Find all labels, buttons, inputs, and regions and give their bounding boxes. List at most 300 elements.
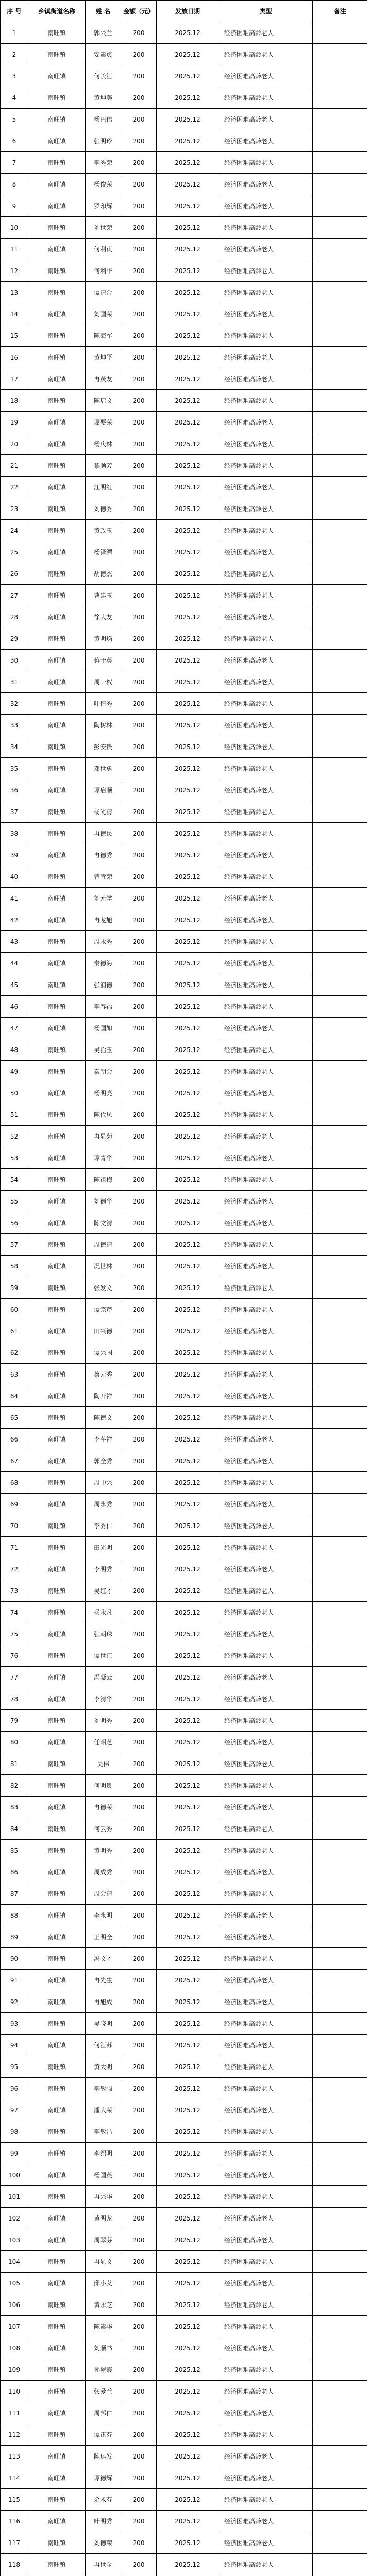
table-row <box>1 1494 367 1515</box>
cell-remark <box>313 2446 367 2467</box>
cell-type: 经济困难高龄老人 <box>219 2489 313 2511</box>
cell-town: 南旺镇 <box>28 1256 86 1277</box>
cell-amount: 200 <box>121 1948 157 1970</box>
cell-index: 65 <box>1 1407 28 1429</box>
table-row <box>1 1797 367 1818</box>
cell-type: 经济困难高龄老人 <box>219 1905 313 1926</box>
cell-date: 2025.12 <box>157 1299 219 1320</box>
column-header-town: 乡镇街道名称 <box>28 1 86 22</box>
cell-name: 张发文 <box>86 1277 121 1299</box>
cell-name: 冉德民 <box>86 823 121 844</box>
table-row <box>1 2532 367 2554</box>
cell-type: 经济困难高龄老人 <box>219 1883 313 1905</box>
cell-type: 经济困难高龄老人 <box>219 303 313 325</box>
cell-index: 109 <box>1 2359 28 2381</box>
cell-name: 杨巴伟 <box>86 109 121 130</box>
table-row <box>1 1861 367 1883</box>
cell-amount: 200 <box>121 498 157 520</box>
cell-amount: 200 <box>121 22 157 44</box>
cell-name: 杨泽潭 <box>86 541 121 563</box>
cell-remark <box>313 715 367 736</box>
cell-date: 2025.12 <box>157 44 219 65</box>
table-row <box>1 368 367 390</box>
table-row <box>1 412 367 433</box>
cell-town: 南旺镇 <box>28 2013 86 2035</box>
cell-town: 南旺镇 <box>28 1710 86 1732</box>
cell-type: 经济困难高龄老人 <box>219 801 313 823</box>
cell-remark <box>313 2229 367 2251</box>
table-row <box>1 2337 367 2359</box>
table-row <box>1 671 367 693</box>
cell-remark <box>313 2164 367 2186</box>
cell-index: 11 <box>1 239 28 260</box>
cell-name: 谭启顺 <box>86 779 121 801</box>
cell-name: 刘德荣 <box>86 2532 121 2554</box>
cell-amount: 200 <box>121 2164 157 2186</box>
cell-date: 2025.12 <box>157 2511 219 2532</box>
table-row <box>1 2251 367 2273</box>
cell-date: 2025.12 <box>157 2208 219 2229</box>
cell-remark <box>313 412 367 433</box>
cell-name: 刘国荣 <box>86 303 121 325</box>
table-row <box>1 1256 367 1277</box>
cell-type: 经济困难高龄老人 <box>219 650 313 671</box>
cell-type: 经济困难高龄老人 <box>219 87 313 109</box>
cell-amount: 200 <box>121 2424 157 2446</box>
cell-amount: 200 <box>121 1169 157 1191</box>
table-row <box>1 217 367 239</box>
cell-type: 经济困难高龄老人 <box>219 1797 313 1818</box>
cell-remark <box>313 1970 367 1991</box>
cell-amount: 200 <box>121 1342 157 1364</box>
cell-index: 106 <box>1 2294 28 2316</box>
cell-town: 南旺镇 <box>28 2251 86 2273</box>
cell-index: 104 <box>1 2251 28 2273</box>
table-row <box>1 1299 367 1320</box>
cell-amount: 200 <box>121 65 157 87</box>
table-row <box>1 1732 367 1753</box>
cell-amount: 200 <box>121 736 157 758</box>
cell-town: 南旺镇 <box>28 2402 86 2424</box>
cell-type: 经济困难高龄老人 <box>219 1082 313 1104</box>
cell-remark <box>313 520 367 541</box>
cell-index: 73 <box>1 1580 28 1602</box>
table-row <box>1 1515 367 1537</box>
cell-town: 南旺镇 <box>28 1169 86 1191</box>
cell-remark <box>313 2359 367 2381</box>
cell-town: 南旺镇 <box>28 1450 86 1472</box>
cell-town: 南旺镇 <box>28 174 86 195</box>
cell-name: 杨国英 <box>86 2164 121 2186</box>
cell-remark <box>313 433 367 455</box>
cell-remark <box>313 844 367 866</box>
cell-remark <box>313 2013 367 2035</box>
cell-amount: 200 <box>121 1018 157 1039</box>
cell-amount: 200 <box>121 541 157 563</box>
cell-type: 经济困难高龄老人 <box>219 715 313 736</box>
cell-amount: 200 <box>121 1840 157 1861</box>
cell-town: 南旺镇 <box>28 2337 86 2359</box>
cell-name: 黄坤平 <box>86 347 121 368</box>
cell-town: 南旺镇 <box>28 2381 86 2402</box>
cell-type: 经济困难高龄老人 <box>219 1861 313 1883</box>
cell-index: 6 <box>1 130 28 152</box>
cell-index: 9 <box>1 195 28 217</box>
cell-name: 刘世荣 <box>86 217 121 239</box>
cell-date: 2025.12 <box>157 368 219 390</box>
cell-type: 经济困难高龄老人 <box>219 931 313 953</box>
cell-index: 3 <box>1 65 28 87</box>
table-row <box>1 2208 367 2229</box>
cell-remark <box>313 87 367 109</box>
cell-date: 2025.12 <box>157 2186 219 2208</box>
cell-remark <box>313 953 367 974</box>
cell-remark <box>313 2554 367 2575</box>
cell-town: 南旺镇 <box>28 715 86 736</box>
cell-date: 2025.12 <box>157 2229 219 2251</box>
cell-index: 94 <box>1 2035 28 2056</box>
table-row <box>1 455 367 477</box>
cell-amount: 200 <box>121 1926 157 1948</box>
cell-amount: 200 <box>121 130 157 152</box>
cell-name: 孙翠霞 <box>86 2359 121 2381</box>
cell-amount: 200 <box>121 1537 157 1558</box>
cell-town: 南旺镇 <box>28 563 86 585</box>
cell-town: 南旺镇 <box>28 1039 86 1061</box>
table-row <box>1 866 367 888</box>
cell-town: 南旺镇 <box>28 1299 86 1320</box>
cell-remark <box>313 974 367 996</box>
cell-date: 2025.12 <box>157 1883 219 1905</box>
cell-amount: 200 <box>121 2143 157 2164</box>
cell-town: 南旺镇 <box>28 779 86 801</box>
cell-amount: 200 <box>121 2013 157 2035</box>
cell-town: 南旺镇 <box>28 974 86 996</box>
cell-remark <box>313 1494 367 1515</box>
cell-index: 63 <box>1 1364 28 1385</box>
cell-index: 66 <box>1 1429 28 1450</box>
cell-date: 2025.12 <box>157 1234 219 1256</box>
cell-date: 2025.12 <box>157 2294 219 2316</box>
cell-remark <box>313 541 367 563</box>
cell-remark <box>313 2056 367 2078</box>
cell-type: 经济困难高龄老人 <box>219 2229 313 2251</box>
table-row <box>1 1147 367 1169</box>
cell-name: 冯凝云 <box>86 1667 121 1688</box>
cell-remark <box>313 174 367 195</box>
cell-amount: 200 <box>121 801 157 823</box>
cell-type: 经济困难高龄老人 <box>219 909 313 931</box>
cell-name: 杨明亮 <box>86 1082 121 1104</box>
cell-date: 2025.12 <box>157 2316 219 2337</box>
cell-amount: 200 <box>121 1082 157 1104</box>
cell-type: 经济困难高龄老人 <box>219 888 313 909</box>
cell-town: 南旺镇 <box>28 1775 86 1797</box>
cell-remark <box>313 1385 367 1407</box>
cell-remark <box>313 823 367 844</box>
cell-name: 杨国如 <box>86 1018 121 1039</box>
cell-date: 2025.12 <box>157 65 219 87</box>
cell-remark <box>313 1039 367 1061</box>
cell-remark <box>313 152 367 174</box>
table-row <box>1 909 367 931</box>
cell-index: 96 <box>1 2078 28 2099</box>
cell-date: 2025.12 <box>157 1732 219 1753</box>
cell-name: 黄明秀 <box>86 1840 121 1861</box>
cell-amount: 200 <box>121 1645 157 1667</box>
cell-remark <box>313 1926 367 1948</box>
table-row <box>1 1472 367 1494</box>
cell-date: 2025.12 <box>157 953 219 974</box>
cell-date: 2025.12 <box>157 1061 219 1082</box>
cell-town: 南旺镇 <box>28 866 86 888</box>
cell-index: 84 <box>1 1818 28 1840</box>
cell-date: 2025.12 <box>157 1082 219 1104</box>
cell-town: 南旺镇 <box>28 87 86 109</box>
cell-type: 经济困难高龄老人 <box>219 2532 313 2554</box>
cell-amount: 200 <box>121 1602 157 1623</box>
cell-remark <box>313 2337 367 2359</box>
cell-type: 经济困难高龄老人 <box>219 390 313 412</box>
cell-name: 况世林 <box>86 1256 121 1277</box>
cell-index: 95 <box>1 2056 28 2078</box>
cell-amount: 200 <box>121 2035 157 2056</box>
cell-name: 李明秀 <box>86 1558 121 1580</box>
cell-remark <box>313 866 367 888</box>
cell-name: 何利贞 <box>86 239 121 260</box>
cell-date: 2025.12 <box>157 563 219 585</box>
table-row <box>1 715 367 736</box>
cell-date: 2025.12 <box>157 325 219 347</box>
table-row <box>1 1688 367 1710</box>
cell-remark <box>313 801 367 823</box>
cell-index: 86 <box>1 1861 28 1883</box>
cell-remark <box>313 1234 367 1256</box>
cell-remark <box>313 1688 367 1710</box>
cell-type: 经济困难高龄老人 <box>219 2381 313 2402</box>
cell-name: 张润德 <box>86 974 121 996</box>
cell-date: 2025.12 <box>157 2402 219 2424</box>
cell-type: 经济困难高龄老人 <box>219 671 313 693</box>
cell-date: 2025.12 <box>157 1385 219 1407</box>
cell-index: 69 <box>1 1494 28 1515</box>
cell-type: 经济困难高龄老人 <box>219 736 313 758</box>
cell-name: 冉显文 <box>86 2251 121 2273</box>
cell-town: 南旺镇 <box>28 996 86 1018</box>
cell-name: 谭青华 <box>86 1147 121 1169</box>
cell-town: 南旺镇 <box>28 888 86 909</box>
cell-amount: 200 <box>121 1623 157 1645</box>
cell-index: 107 <box>1 2316 28 2337</box>
table-row <box>1 996 367 1018</box>
cell-type: 经济困难高龄老人 <box>219 1537 313 1558</box>
cell-index: 79 <box>1 1710 28 1732</box>
cell-name: 何长江 <box>86 65 121 87</box>
cell-date: 2025.12 <box>157 390 219 412</box>
cell-date: 2025.12 <box>157 2251 219 2273</box>
cell-name: 陶开祥 <box>86 1385 121 1407</box>
cell-remark <box>313 1623 367 1645</box>
cell-amount: 200 <box>121 1320 157 1342</box>
cell-name: 黄永芝 <box>86 2294 121 2316</box>
cell-type: 经济困难高龄老人 <box>219 1472 313 1494</box>
cell-type: 经济困难高龄老人 <box>219 2294 313 2316</box>
cell-amount: 200 <box>121 2099 157 2121</box>
cell-town: 南旺镇 <box>28 2424 86 2446</box>
cell-type: 经济困难高龄老人 <box>219 498 313 520</box>
table-row <box>1 1926 367 1948</box>
cell-name: 张明珍 <box>86 130 121 152</box>
table-row <box>1 931 367 953</box>
cell-remark <box>313 347 367 368</box>
cell-index: 38 <box>1 823 28 844</box>
table-row <box>1 1450 367 1472</box>
cell-town: 南旺镇 <box>28 1840 86 1861</box>
cell-remark <box>313 779 367 801</box>
cell-amount: 200 <box>121 1667 157 1688</box>
cell-name: 邱小艾 <box>86 2273 121 2294</box>
cell-name: 谭要荣 <box>86 412 121 433</box>
cell-town: 南旺镇 <box>28 303 86 325</box>
cell-type: 经济困难高龄老人 <box>219 2359 313 2381</box>
cell-amount: 200 <box>121 585 157 606</box>
cell-type: 经济困难高龄老人 <box>219 2164 313 2186</box>
table-row <box>1 693 367 715</box>
cell-name: 冉旭成 <box>86 1991 121 2013</box>
cell-index: 99 <box>1 2143 28 2164</box>
cell-name: 陈海军 <box>86 325 121 347</box>
cell-amount: 200 <box>121 888 157 909</box>
cell-index: 114 <box>1 2467 28 2489</box>
table-row <box>1 2078 367 2099</box>
cell-name: 李春福 <box>86 996 121 1018</box>
cell-type: 经济困难高龄老人 <box>219 1320 313 1342</box>
cell-amount: 200 <box>121 1558 157 1580</box>
cell-remark <box>313 2511 367 2532</box>
cell-index: 44 <box>1 953 28 974</box>
cell-name: 周邦仁 <box>86 2402 121 2424</box>
cell-name: 杨庆林 <box>86 433 121 455</box>
cell-type: 经济困难高龄老人 <box>219 1450 313 1472</box>
cell-date: 2025.12 <box>157 2489 219 2511</box>
cell-type: 经济困难高龄老人 <box>219 2078 313 2099</box>
cell-date: 2025.12 <box>157 1039 219 1061</box>
cell-remark <box>313 217 367 239</box>
table-row <box>1 195 367 217</box>
cell-index: 52 <box>1 1126 28 1147</box>
cell-index: 24 <box>1 520 28 541</box>
cell-amount: 200 <box>121 1472 157 1494</box>
table-row <box>1 44 367 65</box>
cell-town: 南旺镇 <box>28 44 86 65</box>
cell-remark <box>313 1472 367 1494</box>
cell-remark <box>313 477 367 498</box>
cell-name: 李清华 <box>86 1688 121 1710</box>
cell-index: 10 <box>1 217 28 239</box>
cell-date: 2025.12 <box>157 779 219 801</box>
cell-index: 90 <box>1 1948 28 1970</box>
cell-town: 南旺镇 <box>28 1667 86 1688</box>
cell-town: 南旺镇 <box>28 1277 86 1299</box>
cell-town: 南旺镇 <box>28 2078 86 2099</box>
cell-type: 经济困难高龄老人 <box>219 44 313 65</box>
cell-name: 冉德秀 <box>86 844 121 866</box>
cell-type: 经济困难高龄老人 <box>219 628 313 650</box>
cell-index: 46 <box>1 996 28 1018</box>
table-row <box>1 974 367 996</box>
cell-date: 2025.12 <box>157 195 219 217</box>
cell-amount: 200 <box>121 1147 157 1169</box>
cell-amount: 200 <box>121 2402 157 2424</box>
cell-remark <box>313 1732 367 1753</box>
cell-town: 南旺镇 <box>28 909 86 931</box>
cell-date: 2025.12 <box>157 888 219 909</box>
cell-date: 2025.12 <box>157 1580 219 1602</box>
cell-index: 100 <box>1 2164 28 2186</box>
cell-amount: 200 <box>121 650 157 671</box>
cell-remark <box>313 1861 367 1883</box>
cell-date: 2025.12 <box>157 606 219 628</box>
cell-town: 南旺镇 <box>28 2532 86 2554</box>
table-row <box>1 260 367 282</box>
table-row <box>1 823 367 844</box>
cell-town: 南旺镇 <box>28 1191 86 1212</box>
cell-town: 南旺镇 <box>28 1018 86 1039</box>
cell-remark <box>313 498 367 520</box>
cell-town: 南旺镇 <box>28 1753 86 1775</box>
cell-index: 116 <box>1 2511 28 2532</box>
cell-remark <box>313 2099 367 2121</box>
cell-name: 冉显菊 <box>86 1126 121 1147</box>
cell-remark <box>313 2402 367 2424</box>
table-row <box>1 2294 367 2316</box>
cell-name: 何明贵 <box>86 1775 121 1797</box>
table-row <box>1 888 367 909</box>
cell-remark <box>313 1018 367 1039</box>
cell-town: 南旺镇 <box>28 260 86 282</box>
cell-date: 2025.12 <box>157 130 219 152</box>
table-row <box>1 2359 367 2381</box>
cell-date: 2025.12 <box>157 303 219 325</box>
table-row <box>1 1191 367 1212</box>
cell-index: 22 <box>1 477 28 498</box>
table-row <box>1 2143 367 2164</box>
cell-type: 经济困难高龄老人 <box>219 1385 313 1407</box>
cell-type: 经济困难高龄老人 <box>219 2467 313 2489</box>
cell-index: 39 <box>1 844 28 866</box>
cell-town: 南旺镇 <box>28 1234 86 1256</box>
cell-type: 经济困难高龄老人 <box>219 2337 313 2359</box>
cell-town: 南旺镇 <box>28 1061 86 1082</box>
cell-type: 经济困难高龄老人 <box>219 347 313 368</box>
cell-date: 2025.12 <box>157 1450 219 1472</box>
cell-date: 2025.12 <box>157 823 219 844</box>
cell-index: 13 <box>1 282 28 303</box>
cell-remark <box>313 1191 367 1212</box>
cell-amount: 200 <box>121 1385 157 1407</box>
cell-remark <box>313 109 367 130</box>
table-row <box>1 2554 367 2575</box>
table-row <box>1 758 367 779</box>
cell-amount: 200 <box>121 239 157 260</box>
cell-remark <box>313 44 367 65</box>
cell-remark <box>313 195 367 217</box>
cell-town: 南旺镇 <box>28 758 86 779</box>
cell-town: 南旺镇 <box>28 2121 86 2143</box>
cell-remark <box>313 2381 367 2402</box>
cell-town: 南旺镇 <box>28 1797 86 1818</box>
cell-name: 冉茂友 <box>86 368 121 390</box>
